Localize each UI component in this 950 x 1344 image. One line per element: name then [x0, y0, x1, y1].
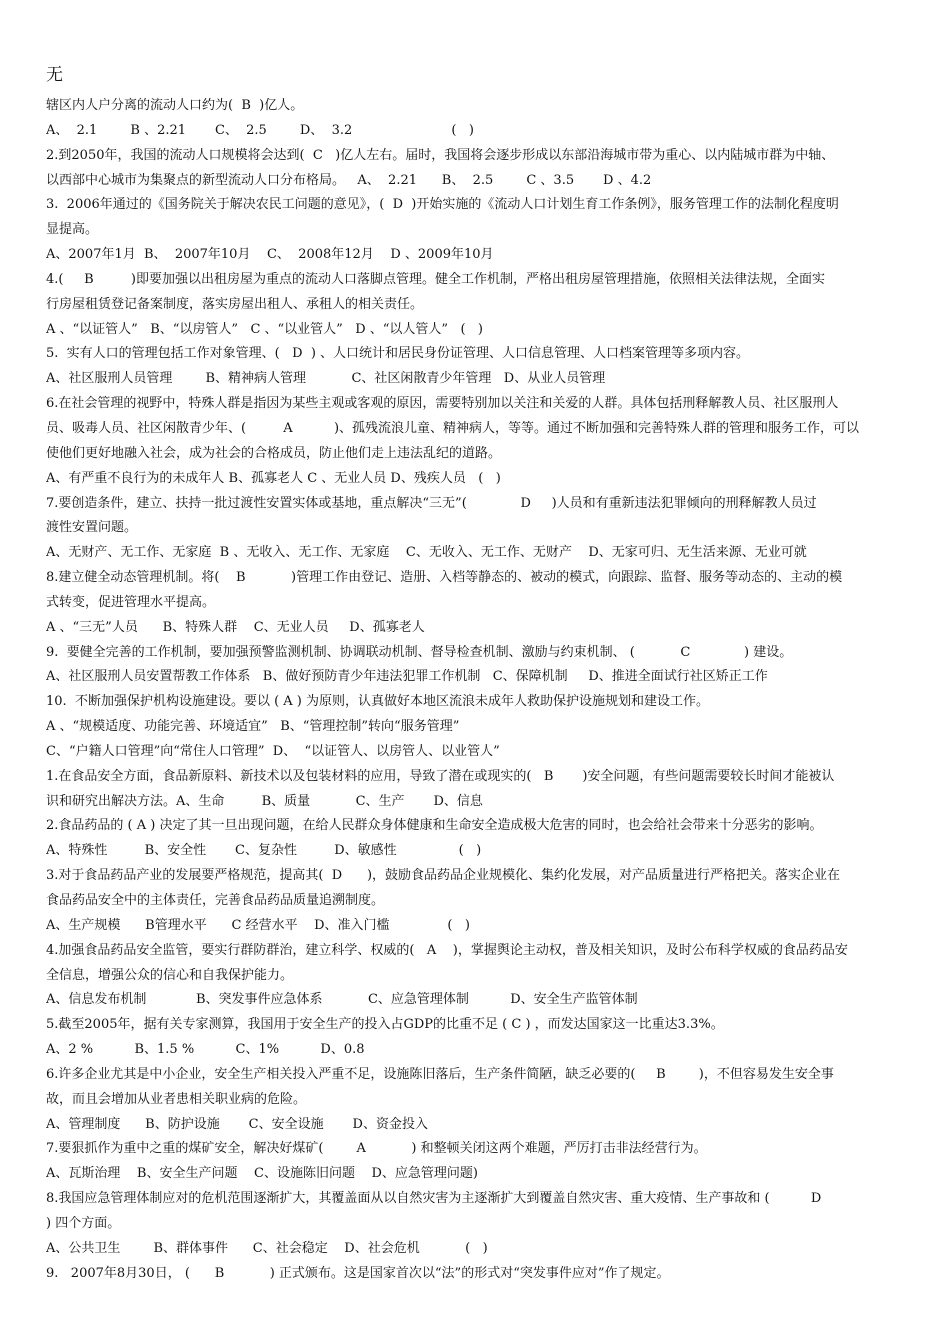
text-line: 辖区内人户分离的流动人口约为( B )亿人。	[46, 98, 304, 113]
text-line: 式转变，促进管理水平提高。	[46, 594, 216, 610]
text-line: 9. 2007年8月30日， ( B ) 正式颁布。这是国家首次以“法”的形式对“突发事件应对”作了规定。	[46, 1265, 670, 1281]
text-line: A 、“以证管人” B、“以房管人” C 、“以业管人” D 、“以人管人” ( )	[46, 321, 484, 337]
text-line: 1.在食品安全方面，食品新原料、新技术以及包装材料的应用，导致了潜在或现实的( B )安全问题，有些问题需要较长时间才能被认	[46, 768, 835, 784]
text-line: A 、“规模适度、功能完善、环境适宜” B、“管理控制”转向“服务管理”	[46, 719, 460, 735]
text-line: 2.到2050年，我国的流动人口规模将会达到( C )亿人左右。届时，我国将会逐步形成以东部沿海城市带为重心、以内陆城市群为中轴、	[46, 147, 835, 163]
text-line: 行房屋租赁登记备案制度，落实房屋出租人、承租人的相关责任。	[46, 296, 424, 312]
text-line: 7.要创造条件，建立、扶持一批过渡性安置实体或基地，重点解决“三无”( D )人员和有重新违法犯罪倾向的刑释解教人员过	[46, 495, 817, 511]
text-line: 3.对于食品药品产业的发展要严格规范，提高其( D )，鼓励食品药品企业规模化、集约化发展，对产品质量进行严格把关。落实企业在	[46, 868, 841, 884]
text-line: A、无财产、无工作、无家庭 B 、无收入、无工作、无家庭 C、无收入、无工作、无财产 D、无家可归、无生活来源、无业可就	[46, 545, 807, 561]
text-line: 全信息，增强公众的信心和自我保护能力。	[46, 967, 294, 983]
text-line: A、社区服刑人员管理 B、精神病人管理 C、社区闲散青少年管理 D、从业人员管理	[46, 371, 606, 387]
text-line: 食品药品安全中的主体责任，完善食品药品质量追溯制度。	[46, 893, 385, 908]
text-line: A、瓦斯治理 B、安全生产问题 C、设施陈旧问题 D、应急管理问题)	[46, 1166, 478, 1182]
text-line: A、管理制度 B、防护设施 C、安全设施 D、资金投入	[46, 1116, 428, 1132]
text-line: 以西部中心城市为集聚点的新型流动人口分布格局。 A、 2.21 B、 2.5 C 、3.5 D 、4.2	[46, 172, 652, 188]
text-line: 渡性安置问题。	[46, 520, 138, 536]
text-line: A、2 % B、1.5 % C、1% D、0.8	[46, 1042, 365, 1058]
text-line: 4.加强食品药品安全监管，要实行群防群治，建立科学、权威的( A )，掌握舆论主动权，普及相关知识，及时公布科学权威的食品药品安	[46, 942, 848, 958]
text-line: 显提高。	[46, 222, 99, 238]
text-line: 4.( B )即要加强以出租房屋为重点的流动人口落脚点管理。健全工作机制，严格出租房屋管理措施，依照相关法律法规，全面实	[46, 271, 825, 287]
text-line: 故，而且会增加从业者患相关职业病的危险。	[46, 1091, 307, 1107]
text-line: 5.截至2005年，据有关专家测算，我国用于安全生产的投入占GDP的比重不足 ( C ) ，而发达国家这一比重达3.3%。	[46, 1017, 724, 1033]
document-title: 无	[46, 65, 63, 85]
text-line: 识和研究出解决方法。A、生命 B、质量 C、生产 D、信息	[46, 793, 483, 809]
text-line: 2.食品药品的 ( A ) 决定了其一旦出现问题，在给人民群众身体健康和生命安全造成极大危害的同时，也会给社会带来十分恶劣的影响。	[46, 818, 823, 834]
text-line: A 、“三无”人员 B、特殊人群 C、无业人员 D、孤寡老人	[46, 619, 425, 635]
text-line: 10. 不断加强保护机构设施建设。要以 ( A ) 为原则，认真做好本地区流浪未成年人救助保护设施规划和建设工作。	[46, 694, 710, 710]
text-line: A、有严重不良行为的未成年人 B、孤寡老人 C 、无业人员 D、残疾人员 ( )	[46, 470, 501, 486]
document-body	[46, 94, 910, 1287]
text-line: A、公共卫生 B、群体事件 C、社会稳定 D、社会危机 ( )	[46, 1240, 488, 1256]
text-line: 9. 要健全完善的工作机制，要加强预警监测机制、协调联动机制、督导检查机制、激励与约束机制、 ( C ) 建设。	[46, 644, 793, 660]
text-line: 6.在社会管理的视野中，特殊人群是指因为某些主观或客观的原因，需要特别加以关注和关爱的人群。具体包括刑释解教人员、社区服刑人	[46, 396, 839, 412]
text-line: 5. 实有人口的管理包括工作对象管理、( D ) 、人口统计和居民身份证管理、人口信息管理、人口档案管理等多项内容。	[46, 346, 750, 362]
text-line: A、社区服刑人员安置帮教工作体系 B、做好预防青少年违法犯罪工作机制 C、保障机制 D、推进全面试行社区矫正工作	[46, 669, 768, 685]
text-line: A、生产规模 B管理水平 C 经营水平 D、准入门槛 ( )	[46, 917, 470, 933]
text-line: 3. 2006年通过的《国务院关于解决农民工问题的意见》，( D )开始实施的《流动人口计划生育工作条例》，服务管理工作的法制化程度明	[46, 197, 839, 213]
text-line: 6.许多企业尤其是中小企业，安全生产相关投入严重不足，设施陈旧落后，生产条件简陋，缺乏必要的( B )，不但容易发生安全事	[46, 1066, 834, 1082]
text-line: 8.建立健全动态管理机制。将( B )管理工作由登记、造册、入档等静态的、被动的模式，向跟踪、监督、服务等动态的、主动的模	[46, 570, 843, 586]
text-line: ) 四个方面。	[46, 1215, 121, 1231]
text-line: A、特殊性 B、安全性 C、复杂性 D、敏感性 ( )	[46, 843, 482, 859]
text-line: 员、吸毒人员、社区闲散青少年、( A )、孤残流浪儿童、精神病人，等等。通过不断加强和完善特殊人群的管理和服务工作，可以	[46, 420, 860, 436]
text-line: C、“户籍人口管理”向“常住人口管理” D、 “以证管人、以房管人、以业管人”	[46, 743, 500, 759]
text-line: A、信息发布机制 B、突发事件应急体系 C、应急管理体制 D、安全生产监管体制	[46, 992, 638, 1008]
text-line: A、2007年1月 B、 2007年10月 C、 2008年12月 D 、2009年10月	[46, 247, 494, 263]
text-line: 使他们更好地融入社会，成为社会的合格成员，防止他们走上违法乱纪的道路。	[46, 445, 502, 461]
text-line: A、 2.1 B 、2.21 C、 2.5 D、 3.2 ( )	[46, 122, 474, 138]
text-line: 8.我国应急管理体制应对的危机范围逐渐扩大，其覆盖面从以自然灾害为主逐渐扩大到覆盖自然灾害、重大疫情、生产事故和 ( D	[46, 1191, 822, 1207]
text-line: 7.要狠抓作为重中之重的煤矿安全，解决好煤矿( A ) 和整顿关闭这两个难题，严厉打击非法经营行为。	[46, 1141, 707, 1157]
